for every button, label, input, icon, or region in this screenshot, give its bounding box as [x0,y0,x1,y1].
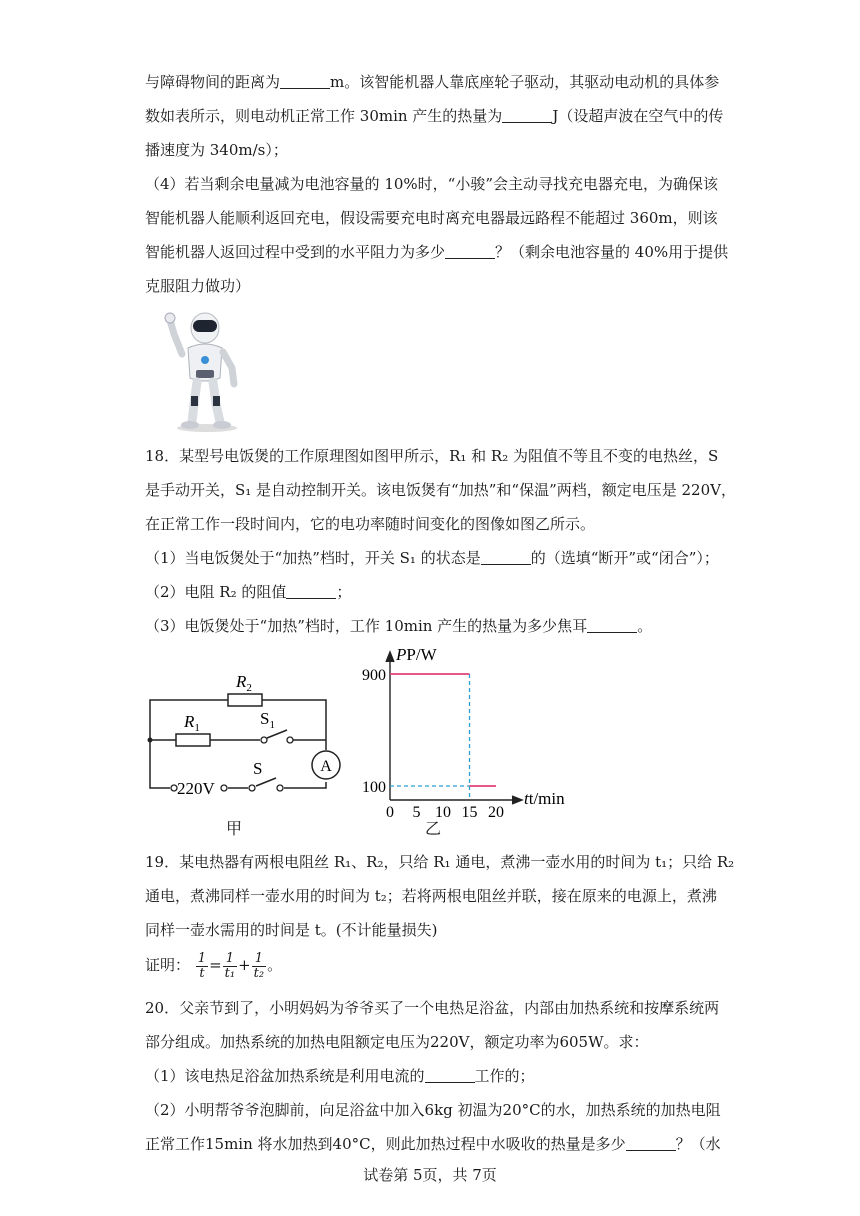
terminal [221,785,227,791]
answer-blank[interactable] [286,584,336,599]
equals-sign: = [209,956,222,974]
text: 。 [267,956,283,974]
text: J（设超声波在空气中的传 [552,107,724,125]
q20-line-1: 20．父亲节到了，小明妈妈为爷爷买了一个电热足浴盆，内部由加热系统和按摩系统两 [145,999,720,1017]
q20-sub-2-line-2 [145,1134,721,1154]
text: （2）电阻 R₂ 的阻值 [145,583,287,601]
x-axis-label: tt/min [524,789,565,808]
switch-s-contact [249,785,255,791]
x-tick-label: 5 [412,804,421,820]
text: ； [336,583,352,601]
x-tick-label: 20 [488,804,504,820]
answer-blank[interactable] [502,108,552,123]
page-footer: 试卷第 5页，共 7页 [363,1166,497,1184]
text: （1）该电热足浴盆加热系统是利用电流的 [145,1067,425,1085]
answer-blank[interactable] [280,74,330,89]
voltage-label: 220V [177,779,215,798]
q17-line-4: （4）若当剩余电量减为电池容量的 10%时，“小骏”会主动寻找充电器充电，为确保该 [145,175,718,193]
ammeter-label: A [320,758,332,775]
text: m。该智能机器人靠底座轮子驱动，其驱动电动机的具体参 [330,73,720,91]
y-tick-label: 100 [362,779,386,796]
x-tick-label: 10 [435,804,451,820]
fraction-1-over-t: $\frac{1}{t}$ [197,950,207,981]
figure-caption-yi: 乙 [425,819,442,838]
q17-line-3: 播速度为 340m/s）； [145,141,288,159]
answer-blank[interactable] [481,550,531,565]
q19-line-2: 通电，煮沸同样一壶水用的时间为 t₂；若将两根电阻丝并联，接在原来的电源上，煮沸 [145,887,717,905]
text: （3）电饭煲处于“加热”档时，工作 10min 产生的热量为多少焦耳 [145,617,588,635]
answer-blank[interactable] [587,618,637,633]
proof-label: 证明： [145,956,191,974]
q17-line-5: 智能机器人能顺利返回充电，假设需要充电时离充电器最远路程不能超过 360m，则该 [145,209,718,227]
q17-line-2 [145,106,723,126]
q18-sub-2 [145,582,351,602]
q20-sub-1 [145,1066,535,1086]
figure-caption-jia: 甲 [226,819,243,838]
q17-line-1 [145,72,719,92]
q18-line-2: 是手动开关，S₁ 是自动控制开关。该电饭煲有“加热”和“保温”两档，额定电压是 220V， [145,481,736,499]
q19-line-3: 同样一壶水需用的时间是 t。(不计能量损失) [145,921,438,939]
q19-line-1: 19．某电热器有两根电阻丝 R₁、R₂，只给 R₁ 通电，煮沸一壶水用的时间为 t₁；只给 R₂ [145,853,735,871]
fraction-1-over-t2: $\frac{1}{\text{t₂}}$ [253,950,265,981]
text: （1）当电饭煲处于“加热”档时，开关 S₁ 的状态是 [145,549,481,567]
text: 正常工作15min 将水加热到40°C，则此加热过程中水吸收的热量是多少 [145,1135,626,1153]
q18-sub-1 [145,548,719,568]
text: 数如表所示，则电动机正常工作 30min 产生的热量为 [145,107,503,125]
q20-line-2: 部分组成。加热系统的加热电阻额定电压为220V，额定功率为605W。求： [145,1033,649,1051]
q18-line-1: 18．某型号电饭煲的工作原理图如图甲所示，R₁ 和 R₂ 为阻值不等且不变的电热丝，S [145,447,719,465]
q18-sub-3 [145,616,652,636]
robot-illustration [160,308,250,433]
switch-s1-contact [287,737,293,743]
answer-blank[interactable] [445,244,495,259]
fraction-1-over-t1: $\frac{1}{\text{t₁}}$ [224,950,236,981]
q19-proof [145,948,282,982]
y-tick-label: 900 [362,667,386,684]
text: 与障碍物间的距离为 [145,73,281,91]
switch-s1-contact [261,737,267,743]
q17-line-6 [145,242,728,262]
s1-label: $S_1$ [260,709,275,731]
answer-blank[interactable] [626,1136,676,1151]
r1-label: $R_1$ [184,712,200,734]
power-time-chart [350,640,580,820]
text: ？（水 [675,1135,721,1153]
switch-s-contact [277,785,283,791]
q17-line-7: 克服阻力做功） [145,277,251,295]
junction-dot [148,738,153,743]
x-tick-label: 15 [461,804,478,820]
text: 。 [637,617,653,635]
q20-sub-2-line-1: （2）小明帮爷爷泡脚前，向足浴盆中加入6kg 初温为20°C的水，加热系统的加热电阻 [145,1101,721,1119]
text: 的（选填“断开”或“闭合”）； [530,549,719,567]
x-tick-label: 0 [386,804,394,820]
circuit-diagram [140,660,350,810]
r2-label: $R_2$ [236,672,252,694]
text: ？（剩余电池容量的 40%用于提供 [495,243,729,261]
resistor-r2 [228,694,262,706]
text: 工作的； [474,1067,535,1085]
text: 智能机器人返回过程中受到的水平阻力为多少 [145,243,446,261]
plus-sign: + [238,956,251,974]
answer-blank[interactable] [425,1068,475,1083]
y-axis-label: PP/W [396,645,437,664]
s-label: S [253,759,263,778]
resistor-r1 [176,734,210,746]
q18-line-3: 在正常工作一段时间内，它的电功率随时间变化的图像如图乙所示。 [145,515,596,533]
